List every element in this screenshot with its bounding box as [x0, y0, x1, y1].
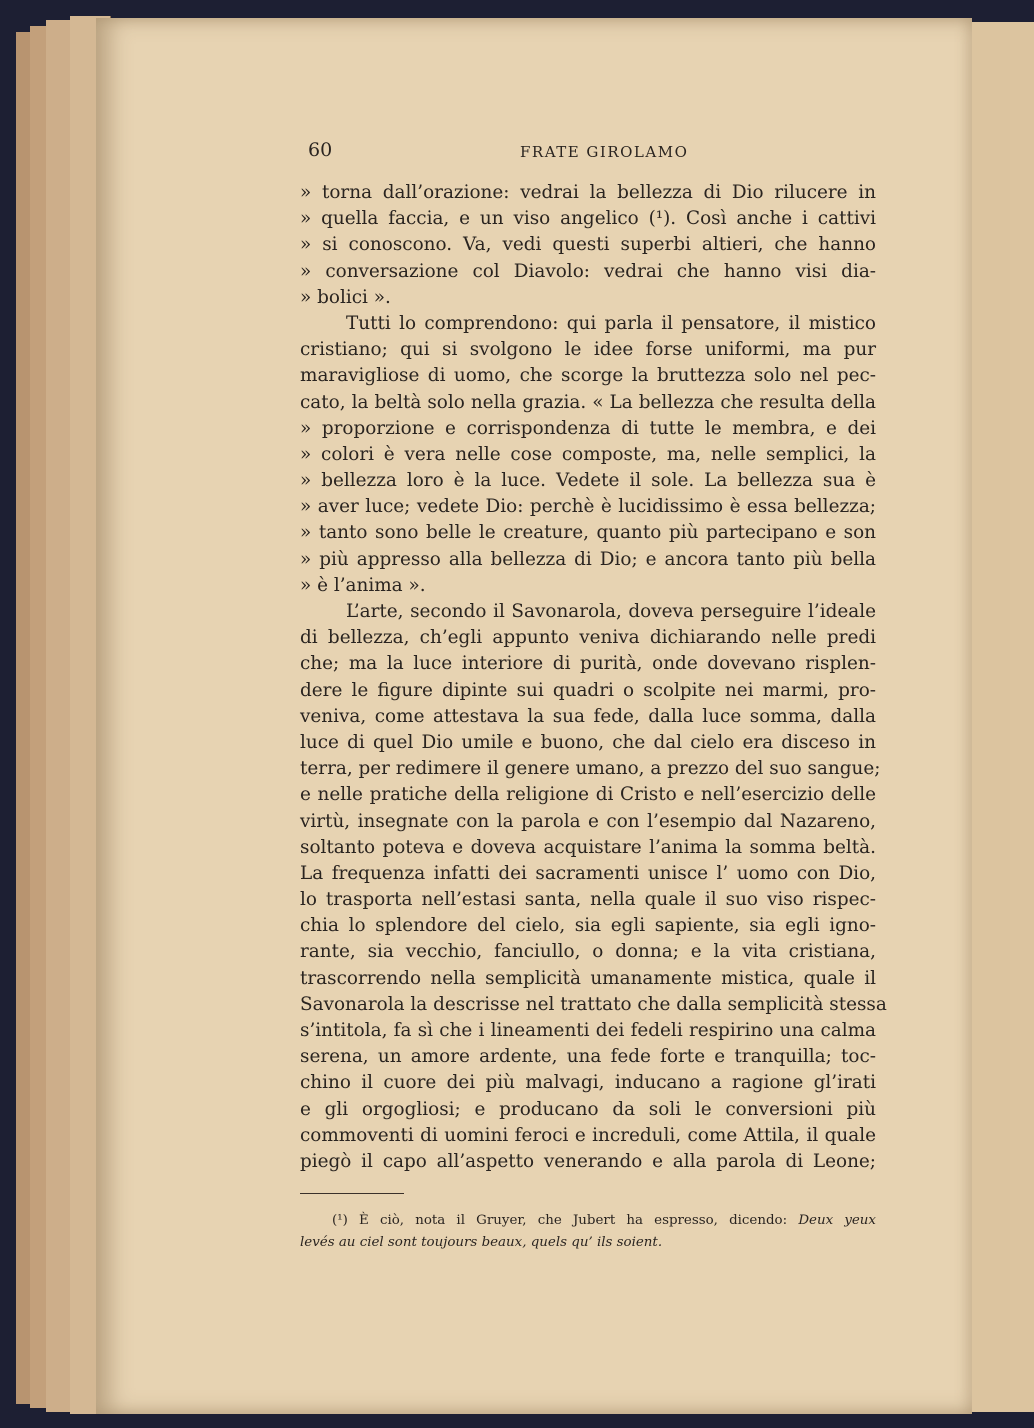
text-line: dere le figure dipinte sui quadri o scolpite nei marmi, pro-	[300, 679, 876, 701]
text-line: chino il cuore dei più malvagi, inducano a ragione gl’irati	[300, 1072, 876, 1094]
text-line: e gli orgogliosi; e producano da soli le conversioni più	[300, 1098, 876, 1120]
text-line: piegò il capo all’aspetto venerando e alla parola di Leone;	[300, 1150, 876, 1172]
text-line: » conversazione col Diavolo: vedrai che hanno visi dia-	[300, 260, 876, 282]
text-line: rante, sia vecchio, fanciullo, o donna; e la vita cristiana,	[300, 941, 876, 963]
text-line: » quella faccia, e un viso angelico (¹). Così anche i cattivi	[300, 208, 876, 230]
footnote-rule	[300, 1193, 404, 1194]
text-line: » torna dall’orazione: vedrai la bellezza di Dio rilucere in	[300, 182, 876, 203]
text-line: e nelle pratiche della religione di Cristo e nell’esercizio delle	[300, 784, 876, 806]
text-line: lo trasporta nell’estasi santa, nella quale il suo viso rispec-	[300, 889, 876, 911]
text-line: La frequenza infatti dei sacramenti unisce l’ uomo con Dio,	[300, 862, 876, 884]
text-line: s’intitola, fa sì che i lineamenti dei fedeli respirino una calma	[300, 1020, 876, 1041]
text-line: » si conoscono. Va, vedi questi superbi altieri, che hanno	[300, 234, 876, 256]
facing-page-edge	[968, 22, 1034, 1412]
footnote-line: levés au ciel sont toujours beaux, quels qu’ ils soient.	[300, 1235, 663, 1250]
footnote-marker: (¹)	[332, 1213, 348, 1228]
text-line: che; ma la luce interiore di purità, onde dovevano risplen-	[300, 653, 876, 675]
text-line: cato, la beltà solo nella grazia. « La bellezza che resulta della	[300, 391, 876, 413]
body-text	[300, 180, 887, 1175]
text-line: soltanto poteva e doveva acquistare l’anima la somma beltà.	[300, 836, 876, 858]
footnote	[300, 1210, 876, 1254]
text-line: luce di quel Dio umile e buono, che dal cielo era disceso in	[300, 731, 876, 753]
page-number: 60	[308, 139, 333, 161]
running-head	[302, 139, 876, 167]
running-title: FRATE GIROLAMO	[520, 143, 689, 161]
footnote-quote: Deux yeux	[798, 1213, 876, 1228]
text-line: virtù, insegnate con la parola e con l’esempio dal Nazareno,	[300, 810, 876, 832]
text-line: chia lo splendore del cielo, sia egli sapiente, sia egli igno-	[300, 915, 876, 937]
text-line: L’arte, secondo il Savonarola, doveva perseguire l’ideale	[346, 601, 876, 622]
text-line: » più appresso alla bellezza di Dio; e ancora tanto più bella	[300, 548, 876, 570]
text-line: di bellezza, ch’egli appunto veniva dichiarando nelle predi	[300, 627, 876, 649]
text-line: Tutti lo comprendono: qui parla il pensatore, il mistico	[346, 312, 876, 334]
text-line: terra, per redimere il genere umano, a prezzo del suo sangue;	[300, 758, 881, 780]
text-line: maravigliose di uomo, che scorge la bruttezza solo nel pec-	[300, 365, 876, 387]
text-line: » colori è vera nelle cose composte, ma, nelle semplici, la	[300, 443, 876, 465]
text-line: trascorrendo nella semplicità umanamente mistica, quale il	[300, 967, 876, 989]
text-line: commoventi di uomini feroci e increduli, come Attila, il quale	[300, 1124, 876, 1146]
text-line: » bellezza loro è la luce. Vedete il sole. La bellezza sua è	[300, 470, 876, 492]
text-line: » è l’anima ».	[300, 574, 426, 596]
text-line: serena, un amore ardente, una fede forte e tranquilla; toc-	[300, 1046, 876, 1068]
text-line: » tanto sono belle le creature, quanto più partecipano e son	[300, 522, 876, 544]
text-line: » proporzione e corrispondenza di tutte le membra, e dei	[300, 417, 876, 439]
text-line: cristiano; qui si svolgono le idee forse uniformi, ma pur	[300, 339, 876, 361]
footnote-line	[300, 1210, 876, 1232]
text-line: Savonarola la descrisse nel trattato che dalla semplicità stessa	[300, 993, 887, 1015]
footnote-text: È ciò, nota il Gruyer, che Jubert ha espresso, dicendo:	[359, 1213, 788, 1228]
text-line: veniva, come attestava la sua fede, dalla luce somma, dalla	[300, 705, 876, 727]
text-line: » bolici ».	[300, 286, 391, 308]
text-line: » aver luce; vedete Dio: perchè è lucidissimo è essa bellezza;	[300, 496, 876, 518]
